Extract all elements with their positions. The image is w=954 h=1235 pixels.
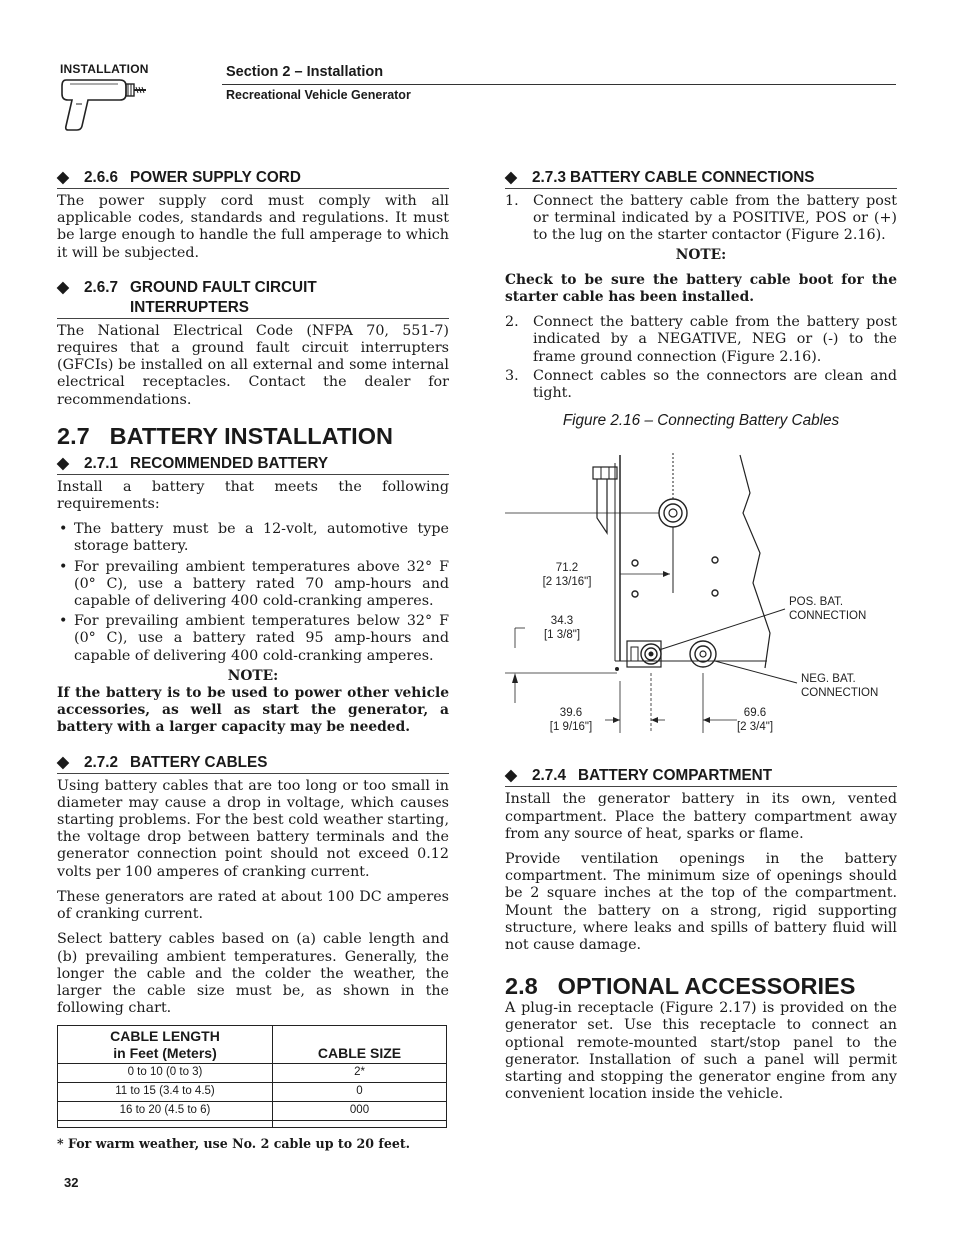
battery-note: If the battery is to be used to power other vehicle accessories, as well as start the generator, a battery with a larger capacity may be needed. bbox=[57, 685, 449, 736]
list-item: • For prevailing ambient temperatures above 32° F (0° C), use a battery rated 70 amp-hours and capable of delivering 400 cold-cranking amperes. bbox=[59, 558, 449, 610]
column-header-length: CABLE LENGTH in Feet (Meters) bbox=[58, 1026, 273, 1064]
dim-69-6: 69.6 bbox=[743, 707, 767, 720]
connection-steps-2 bbox=[505, 314, 897, 402]
dim-39-6-inch: [1 9/16"] bbox=[549, 721, 593, 734]
dim-39-6: 39.6 bbox=[559, 707, 583, 720]
cable-size-table bbox=[57, 1025, 447, 1128]
dim-71-2-inch: [2 13/16"] bbox=[542, 576, 592, 589]
compartment-p1: Install the generator battery in its own, vented compartment. Place the battery compartment away from any source of heat, sparks or flame. bbox=[505, 791, 897, 842]
note-title: NOTE: bbox=[675, 246, 727, 263]
diamond-icon: ◆ bbox=[57, 278, 69, 296]
section-title: Section 2 – Installation bbox=[226, 64, 384, 80]
heading-power-supply-cord: ◆ 2.6.6 POWER SUPPLY CORD bbox=[57, 168, 449, 189]
installation-logo bbox=[58, 62, 168, 132]
compartment-p2: Provide ventilation openings in the battery compartment. The minimum size of openings should be 2 square inches at the top of the compartment. Mount the battery on a strong, rigid supporting structure, where leaks and spills of battery fluid will not cause damage. bbox=[505, 851, 897, 954]
diamond-icon: ◆ bbox=[505, 169, 517, 186]
drill-icon bbox=[58, 74, 158, 132]
diamond-icon: ◆ bbox=[505, 767, 517, 785]
diamond-icon: ◆ bbox=[57, 753, 69, 771]
dim-71-2: 71.2 bbox=[555, 562, 579, 575]
heading-recommended-battery: ◆ 2.7.1 RECOMMENDED BATTERY bbox=[57, 454, 449, 475]
battery-cables-p3: Select battery cables based on (a) cable length and (b) prevailing ambient temperatures. Generally, the longer the cable and the colder the weather, the larger the cable size must be, as shown in the following chart. bbox=[57, 931, 449, 1017]
list-item: 1. Connect the battery cable from the battery post or terminal indicated by a POSITIVE, POS or (+) to the lug on the starter contactor (Figure 2.16). bbox=[505, 193, 897, 244]
gfci-text: The National Electrical Code (NFPA 70, 551-7) requires that a ground fault circuit interrupters (GFCIs) be installed on all external and some internal electrical receptacles. Contact the dealer for recommendations. bbox=[57, 322, 449, 408]
battery-cables-p1: Using battery cables that are too long or too small in diameter may cause a drop in voltage, which causes starting problems. For the best cold weather starting, the voltage drop between battery terminals and the generator connection point should not exceed 0.12 volts per 100 amperes of cranking current. bbox=[57, 777, 449, 880]
section-subtitle: Recreational Vehicle Generator bbox=[226, 88, 411, 102]
table-header-row bbox=[58, 1026, 447, 1064]
list-item: 2. Connect the battery cable from the battery post indicated by a NEGATIVE, NEG or (-) to the frame ground connection (Figure 2.16). bbox=[505, 314, 897, 365]
battery-requirements-list bbox=[57, 521, 449, 665]
column-header-size: CABLE SIZE bbox=[273, 1026, 447, 1064]
heading-battery-cables: ◆ 2.7.2 BATTERY CABLES bbox=[57, 753, 449, 774]
right-column bbox=[505, 168, 897, 1111]
battery-diagram bbox=[505, 433, 897, 753]
power-cord-text: The power supply cord must comply with all applicable codes, standards and regulations. It must be large enough to handle the full amperage to which it will be subjected. bbox=[57, 193, 449, 261]
table-row bbox=[58, 1121, 447, 1128]
list-item: 3. Connect cables so the connectors are clean and tight. bbox=[505, 367, 897, 402]
dim-34-3-inch: [1 3/8"] bbox=[543, 629, 581, 642]
heading-battery-compartment: ◆ 2.7.4 BATTERY COMPARTMENT bbox=[505, 766, 897, 787]
list-item: • The battery must be a 12-volt, automotive type storage battery. bbox=[59, 521, 449, 555]
table-row: 11 to 15 (3.4 to 4.5) 0 bbox=[58, 1083, 447, 1102]
table-row: 0 to 10 (0 to 3) 2* bbox=[58, 1064, 447, 1083]
pos-bat-label-2: CONNECTION bbox=[789, 610, 867, 623]
table-footnote: * For warm weather, use No. 2 cable up to 20 feet. bbox=[57, 1136, 411, 1152]
heading-battery-cable-connections: ◆ 2.7.3 BATTERY CABLE CONNECTIONS bbox=[505, 168, 897, 189]
battery-cables-p2: These generators are rated at about 100 DC amperes of cranking current. bbox=[57, 888, 449, 923]
neg-bat-label-2: CONNECTION bbox=[801, 687, 879, 700]
heading-gfci: ◆ 2.6.7 GROUND FAULT CIRCUIT INTERRUPTERS bbox=[57, 278, 449, 319]
accessories-text: A plug-in receptacle (Figure 2.17) is provided on the generator set. Use this receptacle to connect an optional remote-mounted start/stop panel to the generator. Installation of such a panel will permit starting and stopping the generator engine from any convenient location inside the vehicle. bbox=[505, 1000, 897, 1103]
heading-battery-installation: 2.7 BATTERY INSTALLATION bbox=[57, 422, 393, 449]
dim-34-3: 34.3 bbox=[550, 615, 574, 628]
list-item: • For prevailing ambient temperatures below 32° F (0° C), use a battery rated 95 amp-hours and capable of delivering 400 cold-cranking amperes. bbox=[59, 613, 449, 664]
figure-caption: Figure 2.16 – Connecting Battery Cables bbox=[562, 412, 840, 430]
battery-connection-figure bbox=[505, 433, 897, 753]
table-row: 16 to 20 (4.5 to 6) 000 bbox=[58, 1102, 447, 1121]
recommended-battery-intro: Install a battery that meets the following requirements: bbox=[57, 478, 449, 513]
heading-optional-accessories: 2.8 OPTIONAL ACCESSORIES bbox=[505, 973, 856, 1000]
connection-steps-1 bbox=[505, 193, 897, 245]
left-column bbox=[57, 168, 449, 1153]
diamond-icon: ◆ bbox=[57, 454, 69, 472]
header-rule bbox=[222, 84, 896, 85]
pos-bat-label: POS. BAT. bbox=[789, 596, 844, 609]
note-title: NOTE: bbox=[227, 667, 279, 684]
logo-label: INSTALLATION bbox=[60, 62, 149, 76]
page-number: 32 bbox=[64, 1175, 79, 1190]
diamond-icon: ◆ bbox=[57, 169, 69, 186]
dim-69-6-inch: [2 3/4"] bbox=[736, 721, 774, 734]
neg-bat-label: NEG. BAT. bbox=[801, 673, 856, 686]
connection-note: Check to be sure the battery cable boot for the starter cable has been installed. bbox=[505, 271, 897, 306]
